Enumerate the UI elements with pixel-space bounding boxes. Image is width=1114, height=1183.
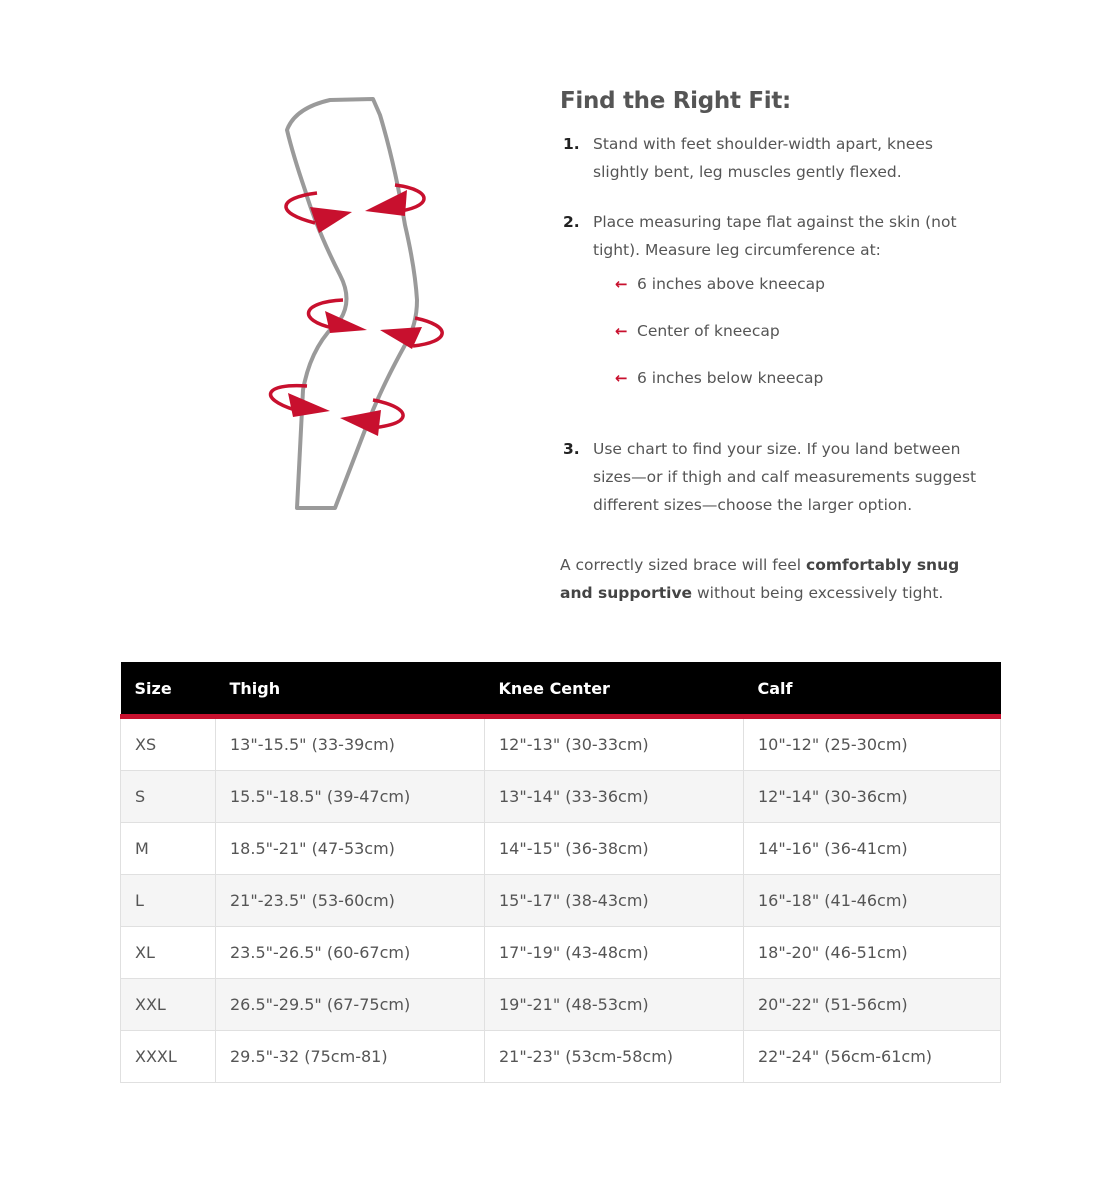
size-cell: XS	[121, 717, 216, 771]
calf-cell: 22"-24" (56cm-61cm)	[744, 1031, 1001, 1083]
thigh-cell: 29.5"-32 (75cm-81)	[216, 1031, 485, 1083]
size-cell: S	[121, 771, 216, 823]
calf-cell: 14"-16" (36-41cm)	[744, 823, 1001, 875]
fit-steps	[560, 130, 980, 519]
measure-point	[615, 366, 980, 413]
knee-cell: 21"-23" (53cm-58cm)	[485, 1031, 744, 1083]
knee-cell: 19"-21" (48-53cm)	[485, 979, 744, 1031]
size-cell: L	[121, 875, 216, 927]
calf-cell: 16"-18" (41-46cm)	[744, 875, 1001, 927]
size-cell: XL	[121, 927, 216, 979]
header-size: Size	[121, 662, 216, 717]
knee-cell: 17"-19" (43-48cm)	[485, 927, 744, 979]
leg-measurement-illustration	[255, 90, 465, 520]
calf-cell: 18"-20" (46-51cm)	[744, 927, 1001, 979]
calf-cell: 12"-14" (30-36cm)	[744, 771, 1001, 823]
table-row	[121, 771, 1001, 823]
step-number: 1.	[563, 135, 580, 153]
fit-instructions	[560, 88, 980, 623]
table-row	[121, 1031, 1001, 1083]
fit-note-bold: comfortably snug and supportive	[560, 556, 960, 602]
size-cell: M	[121, 823, 216, 875]
step-number: 3.	[563, 440, 580, 458]
step-text: Stand with feet shoulder-width apart, knees slightly bent, leg muscles gently flexed.	[593, 135, 933, 181]
step-number: 2.	[563, 213, 580, 231]
arrow-left-icon: ←	[615, 275, 628, 293]
thigh-cell: 23.5"-26.5" (60-67cm)	[216, 927, 485, 979]
size-cell: XXXL	[121, 1031, 216, 1083]
table-row	[121, 875, 1001, 927]
table-row	[121, 979, 1001, 1031]
knee-cell: 14"-15" (36-38cm)	[485, 823, 744, 875]
table-row	[121, 717, 1001, 771]
arrow-left-icon: ←	[615, 369, 628, 387]
thigh-cell: 13"-15.5" (33-39cm)	[216, 717, 485, 771]
fit-step	[560, 130, 980, 186]
fit-step	[560, 435, 980, 519]
fit-step	[560, 208, 980, 413]
calf-cell: 10"-12" (25-30cm)	[744, 717, 1001, 771]
step-text: Place measuring tape flat against the skin (not tight). Measure leg circumference at:	[593, 213, 957, 259]
table-row	[121, 823, 1001, 875]
calf-cell: 20"-22" (51-56cm)	[744, 979, 1001, 1031]
thigh-cell: 18.5"-21" (47-53cm)	[216, 823, 485, 875]
knee-cell: 13"-14" (33-36cm)	[485, 771, 744, 823]
header-knee-center: Knee Center	[485, 662, 744, 717]
step-text: Use chart to find your size. If you land between sizes—or if thigh and calf measurements suggest different sizes—choose the larger option.	[593, 440, 977, 514]
knee-cell: 15"-17" (38-43cm)	[485, 875, 744, 927]
fit-title: Find the Right Fit:	[560, 88, 791, 114]
fit-note	[560, 551, 980, 607]
measure-point-text: 6 inches above kneecap	[637, 275, 825, 293]
measure-point	[615, 319, 980, 366]
knee-cell: 12"-13" (30-33cm)	[485, 717, 744, 771]
thigh-cell: 26.5"-29.5" (67-75cm)	[216, 979, 485, 1031]
arrow-left-icon: ←	[615, 322, 628, 340]
leg-outline	[287, 99, 417, 508]
table-header-row	[121, 662, 1001, 717]
header-calf: Calf	[744, 662, 1001, 717]
thigh-cell: 21"-23.5" (53-60cm)	[216, 875, 485, 927]
header-thigh: Thigh	[216, 662, 485, 717]
fit-note-pre: A correctly sized brace will feel	[560, 556, 807, 574]
measure-point	[615, 272, 980, 319]
thigh-cell: 15.5"-18.5" (39-47cm)	[216, 771, 485, 823]
size-cell: XXL	[121, 979, 216, 1031]
fit-note-post: without being excessively tight.	[692, 584, 944, 602]
measure-points	[593, 272, 980, 413]
measure-point-text: 6 inches below kneecap	[637, 369, 824, 387]
table-row	[121, 927, 1001, 979]
size-chart-table	[120, 662, 1001, 1083]
measure-point-text: Center of kneecap	[637, 322, 780, 340]
